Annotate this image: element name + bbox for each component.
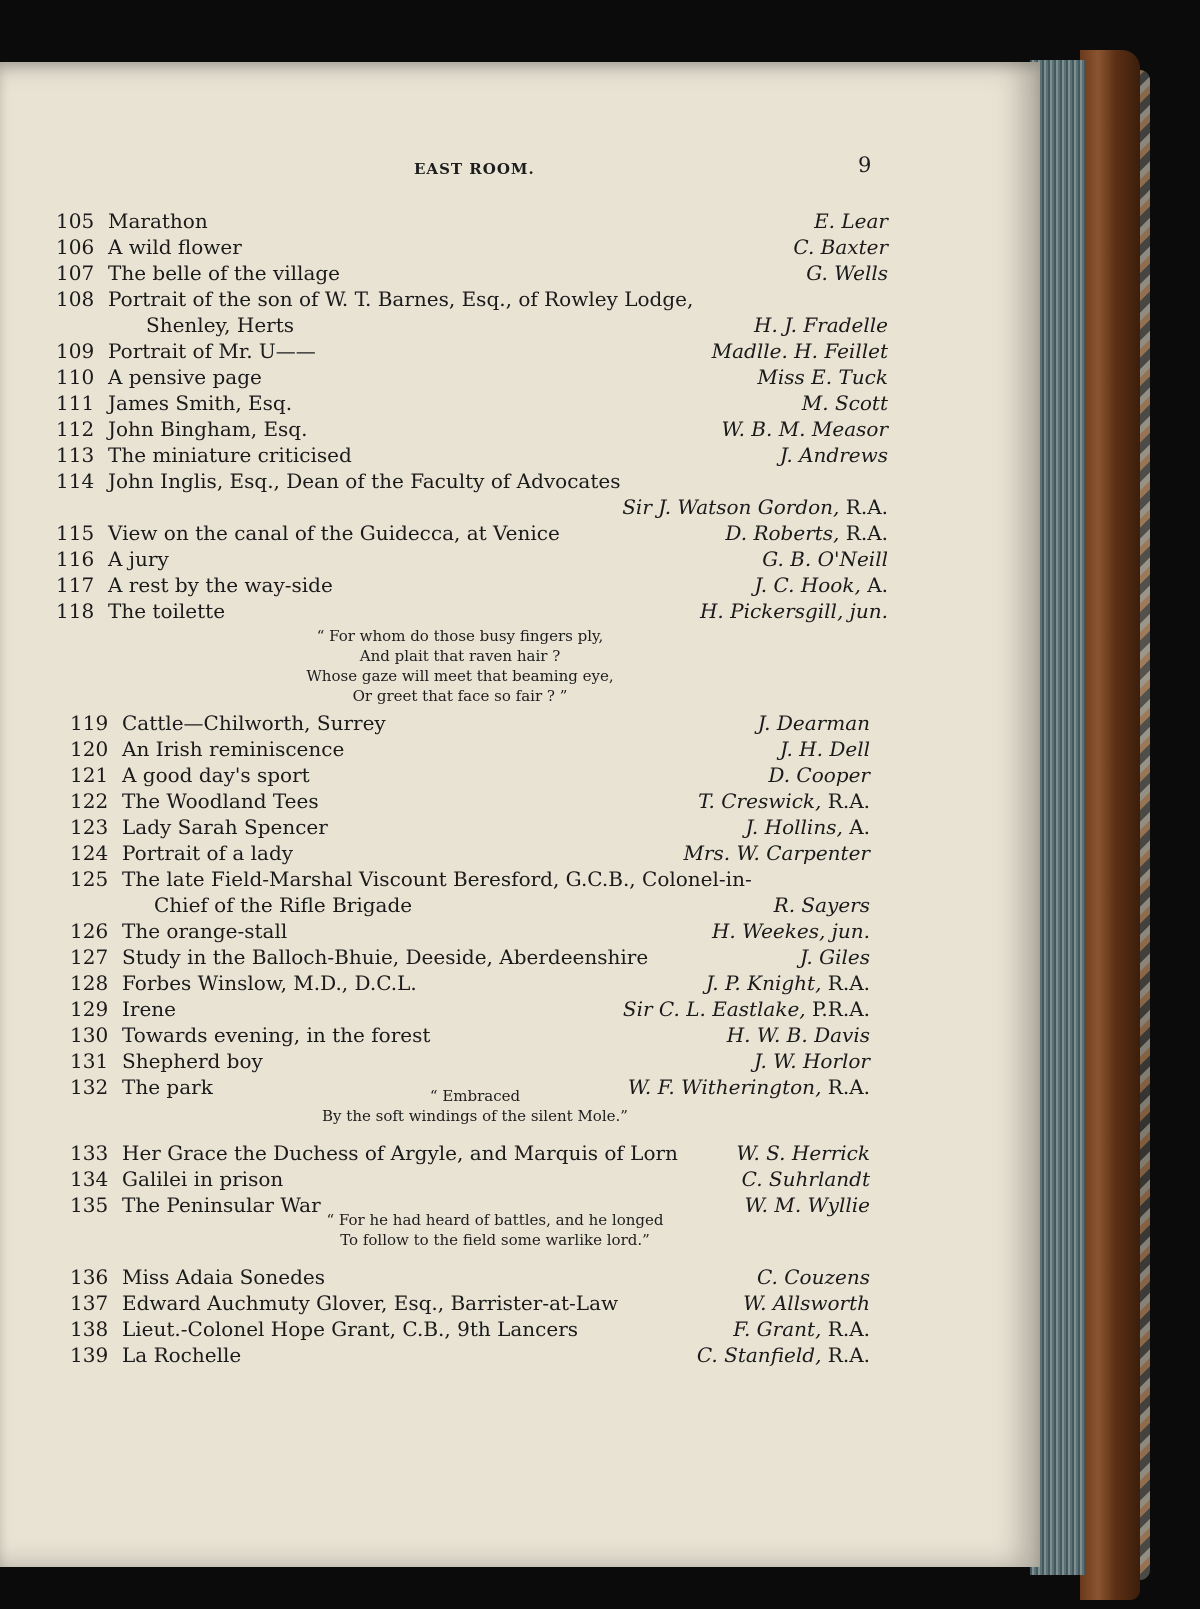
verse-line: “ For he had heard of battles, and he longed (326, 1211, 664, 1229)
entry-artist: H. Weekes, jun. (711, 919, 870, 943)
catalogue-entry (70, 710, 870, 736)
entry-number: 124 (70, 841, 109, 865)
entry-number: 106 (56, 235, 95, 259)
catalogue-entry (56, 364, 888, 390)
entry-artist: W. B. M. Measor (721, 417, 888, 441)
entry-honour: R.A. (845, 521, 888, 545)
entry-number: 110 (56, 365, 95, 389)
entry-title: Marathon (108, 209, 208, 233)
entry-title: Lieut.-Colonel Hope Grant, C.B., 9th Lancers (122, 1317, 579, 1341)
catalogue-entry (56, 390, 888, 416)
entry-title: Galilei in prison (122, 1167, 284, 1191)
verse-line: Whose gaze will meet that beaming eye, (306, 667, 614, 685)
catalogue-entry (56, 208, 888, 234)
entry-number: 105 (56, 209, 95, 233)
entry-number: 133 (70, 1141, 109, 1165)
entry-number: 120 (70, 737, 109, 761)
catalogue-entry (70, 736, 870, 762)
entry-number: 117 (56, 573, 95, 597)
catalogue-entry (56, 416, 888, 442)
verse-line: “ For whom do those busy fingers ply, (316, 627, 604, 645)
entry-number: 126 (70, 919, 109, 943)
entry-number: 136 (70, 1265, 109, 1289)
entry-number: 131 (70, 1049, 109, 1073)
catalogue-entry (70, 970, 870, 996)
entry-title: Lady Sarah Spencer (122, 815, 328, 839)
entry-artist: C. Couzens (756, 1265, 870, 1289)
entry-title: Shepherd boy (122, 1049, 263, 1073)
entry-title: Forbes Winslow, M.D., D.C.L. (122, 971, 417, 995)
running-head: EAST ROOM. (414, 160, 535, 178)
entry-artist: D. Roberts, R.A. (725, 521, 888, 545)
verse-line: Or greet that face so fair ? ” (352, 687, 568, 705)
entry-number: 113 (56, 443, 95, 467)
entry-number: 134 (70, 1167, 109, 1191)
page-number: 9 (858, 153, 872, 177)
catalogue-entry (70, 1022, 870, 1048)
catalogue-entry (56, 338, 888, 364)
entry-title: La Rochelle (122, 1343, 242, 1367)
entry-artist: Madlle. H. Feillet (711, 339, 888, 363)
verse-line: To follow to the field some warlike lord.” (340, 1231, 650, 1249)
entry-artist: Mrs. W. Carpenter (683, 841, 870, 865)
entry-number: 132 (70, 1075, 109, 1099)
entry-title: A pensive page (108, 365, 262, 389)
entry-honour: A. (849, 815, 870, 839)
entry-artist: J. H. Dell (780, 737, 870, 761)
entry-title-continued: Shenley, Herts (146, 313, 295, 337)
entry-artist: Miss E. Tuck (757, 365, 888, 389)
entry-artist: C. Suhrlandt (741, 1167, 870, 1191)
entry-artist: Sir C. L. Eastlake, P.R.A. (622, 997, 870, 1021)
entry-artist: F. Grant, R.A. (733, 1317, 870, 1341)
entry-artist: J. Andrews (779, 443, 888, 467)
entry-title: Portrait of a lady (122, 841, 294, 865)
entry-honour: R.A. (827, 789, 870, 813)
catalogue-entry (56, 546, 888, 572)
entry-title: A wild flower (108, 235, 242, 259)
entry-artist: W. M. Wyllie (744, 1193, 870, 1217)
entry-artist: D. Cooper (768, 763, 870, 787)
entry-honour: R.A. (827, 1075, 870, 1099)
verse-line: By the soft windings of the silent Mole.” (322, 1107, 628, 1125)
entry-artist: C. Stanfield, R.A. (696, 1343, 870, 1367)
entry-artist: J. Giles (799, 945, 870, 969)
catalogue-entry-continued (56, 494, 888, 520)
entry-title: Edward Auchmuty Glover, Esq., Barrister-at-Law (122, 1291, 619, 1315)
entry-title: Her Grace the Duchess of Argyle, and Marquis of Lorn (122, 1141, 678, 1165)
entry-artist: J. W. Horlor (754, 1049, 870, 1073)
entry-title: The toilette (108, 599, 226, 623)
entry-number: 108 (56, 287, 95, 311)
entry-title: The Peninsular War (122, 1193, 321, 1217)
catalogue-entry (70, 1166, 870, 1192)
catalogue-entry (70, 866, 870, 892)
entry-artist: J. C. Hook, A. (754, 573, 888, 597)
catalogue-entry (70, 1342, 870, 1368)
entry-artist: Sir J. Watson Gordon, R.A. (622, 495, 888, 519)
entry-title-continued: Chief of the Rifle Brigade (154, 893, 413, 917)
entry-title: James Smith, Esq. (108, 391, 293, 415)
entry-number: 114 (56, 469, 95, 493)
entry-number: 130 (70, 1023, 109, 1047)
catalogue-entry (70, 944, 870, 970)
entry-honour: R.A. (827, 1317, 870, 1341)
catalogue-entry (70, 1140, 870, 1166)
entry-honour: P.R.A. (812, 997, 870, 1021)
entry-number: 107 (56, 261, 95, 285)
entry-title: The orange-stall (122, 919, 288, 943)
catalogue-entry (56, 468, 888, 494)
entry-title: A good day's sport (122, 763, 310, 787)
entry-artist: W. Allsworth (743, 1291, 870, 1315)
catalogue-entry (70, 1316, 870, 1342)
catalogue-entry (56, 442, 888, 468)
entry-artist: H. W. B. Davis (726, 1023, 870, 1047)
entry-artist: C. Baxter (793, 235, 888, 259)
entry-title: John Inglis, Esq., Dean of the Faculty of Advocates (108, 469, 621, 493)
entry-title: Portrait of the son of W. T. Barnes, Esq., of Rowley Lodge, (108, 287, 694, 311)
catalogue-entry (70, 762, 870, 788)
catalogue-entry (70, 1048, 870, 1074)
entry-title: The miniature criticised (108, 443, 352, 467)
catalogue-entry (70, 814, 870, 840)
entry-honour: R.A. (845, 495, 888, 519)
entry-number: 116 (56, 547, 95, 571)
entry-title: Study in the Balloch-Bhuie, Deeside, Aberdeenshire (122, 945, 649, 969)
entry-title: John Bingham, Esq. (108, 417, 308, 441)
catalogue-entry (70, 918, 870, 944)
entry-title: Irene (122, 997, 177, 1021)
entry-title: Towards evening, in the forest (122, 1023, 431, 1047)
catalogue-entry (56, 598, 888, 624)
entry-number: 127 (70, 945, 109, 969)
entry-number: 139 (70, 1343, 109, 1367)
entry-title: The park (122, 1075, 213, 1099)
entry-number: 115 (56, 521, 95, 545)
entry-title: A rest by the way-side (108, 573, 333, 597)
entry-artist: R. Sayers (773, 893, 870, 917)
verse-line: “ Embraced (429, 1087, 521, 1105)
catalogue-entry (56, 234, 888, 260)
entry-number: 125 (70, 867, 109, 891)
catalogue-entry (70, 1264, 870, 1290)
entry-number: 121 (70, 763, 109, 787)
entry-number: 118 (56, 599, 95, 623)
catalogue-entry (56, 260, 888, 286)
catalogue-entry (70, 840, 870, 866)
entry-artist: J. Dearman (757, 711, 870, 735)
entry-artist: W. F. Witherington, R.A. (627, 1075, 870, 1099)
entry-title: A jury (108, 547, 169, 571)
entry-artist: G. Wells (806, 261, 888, 285)
verse-line: And plait that raven hair ? (359, 647, 561, 665)
entry-honour: A. (867, 573, 888, 597)
entry-title: Miss Adaia Sonedes (122, 1265, 325, 1289)
entry-title: Cattle—Chilworth, Surrey (122, 711, 386, 735)
entry-title: View on the canal of the Guidecca, at Venice (108, 521, 560, 545)
entry-number: 128 (70, 971, 109, 995)
entry-title: The late Field-Marshal Viscount Beresford, G.C.B., Colonel-in- (122, 867, 752, 891)
entry-artist: W. S. Herrick (736, 1141, 870, 1165)
entry-number: 137 (70, 1291, 109, 1315)
catalogue-entry (70, 996, 870, 1022)
entry-number: 109 (56, 339, 95, 363)
entry-title: An Irish reminiscence (122, 737, 345, 761)
catalogue-entry-continued (70, 892, 870, 918)
entry-number: 129 (70, 997, 109, 1021)
entry-title: Portrait of Mr. U—— (108, 339, 316, 363)
entry-artist: E. Lear (814, 209, 888, 233)
entry-number: 123 (70, 815, 109, 839)
catalogue-entry (70, 1290, 870, 1316)
catalogue-entry (56, 286, 888, 312)
catalogue-entry-continued (56, 312, 888, 338)
entry-artist: G. B. O'Neill (762, 547, 888, 571)
entry-artist: T. Creswick, R.A. (698, 789, 870, 813)
book-cover (1080, 50, 1140, 1600)
entry-artist: J. P. Knight, R.A. (705, 971, 870, 995)
catalogue-entry (56, 520, 888, 546)
entry-artist: M. Scott (801, 391, 888, 415)
entry-number: 138 (70, 1317, 109, 1341)
entry-artist: H. J. Fradelle (754, 313, 888, 337)
entry-number: 119 (70, 711, 109, 735)
entry-number: 135 (70, 1193, 109, 1217)
entry-artist: H. Pickersgill, jun. (699, 599, 888, 623)
entry-number: 122 (70, 789, 109, 813)
entry-artist: J. Hollins, A. (745, 815, 870, 839)
entry-number: 112 (56, 417, 95, 441)
entry-honour: R.A. (827, 1343, 870, 1367)
catalogue-entry (56, 572, 888, 598)
entry-title: The belle of the village (108, 261, 341, 285)
entry-number: 111 (56, 391, 95, 415)
entry-honour: R.A. (827, 971, 870, 995)
catalogue-entry (70, 788, 870, 814)
entry-title: The Woodland Tees (122, 789, 319, 813)
